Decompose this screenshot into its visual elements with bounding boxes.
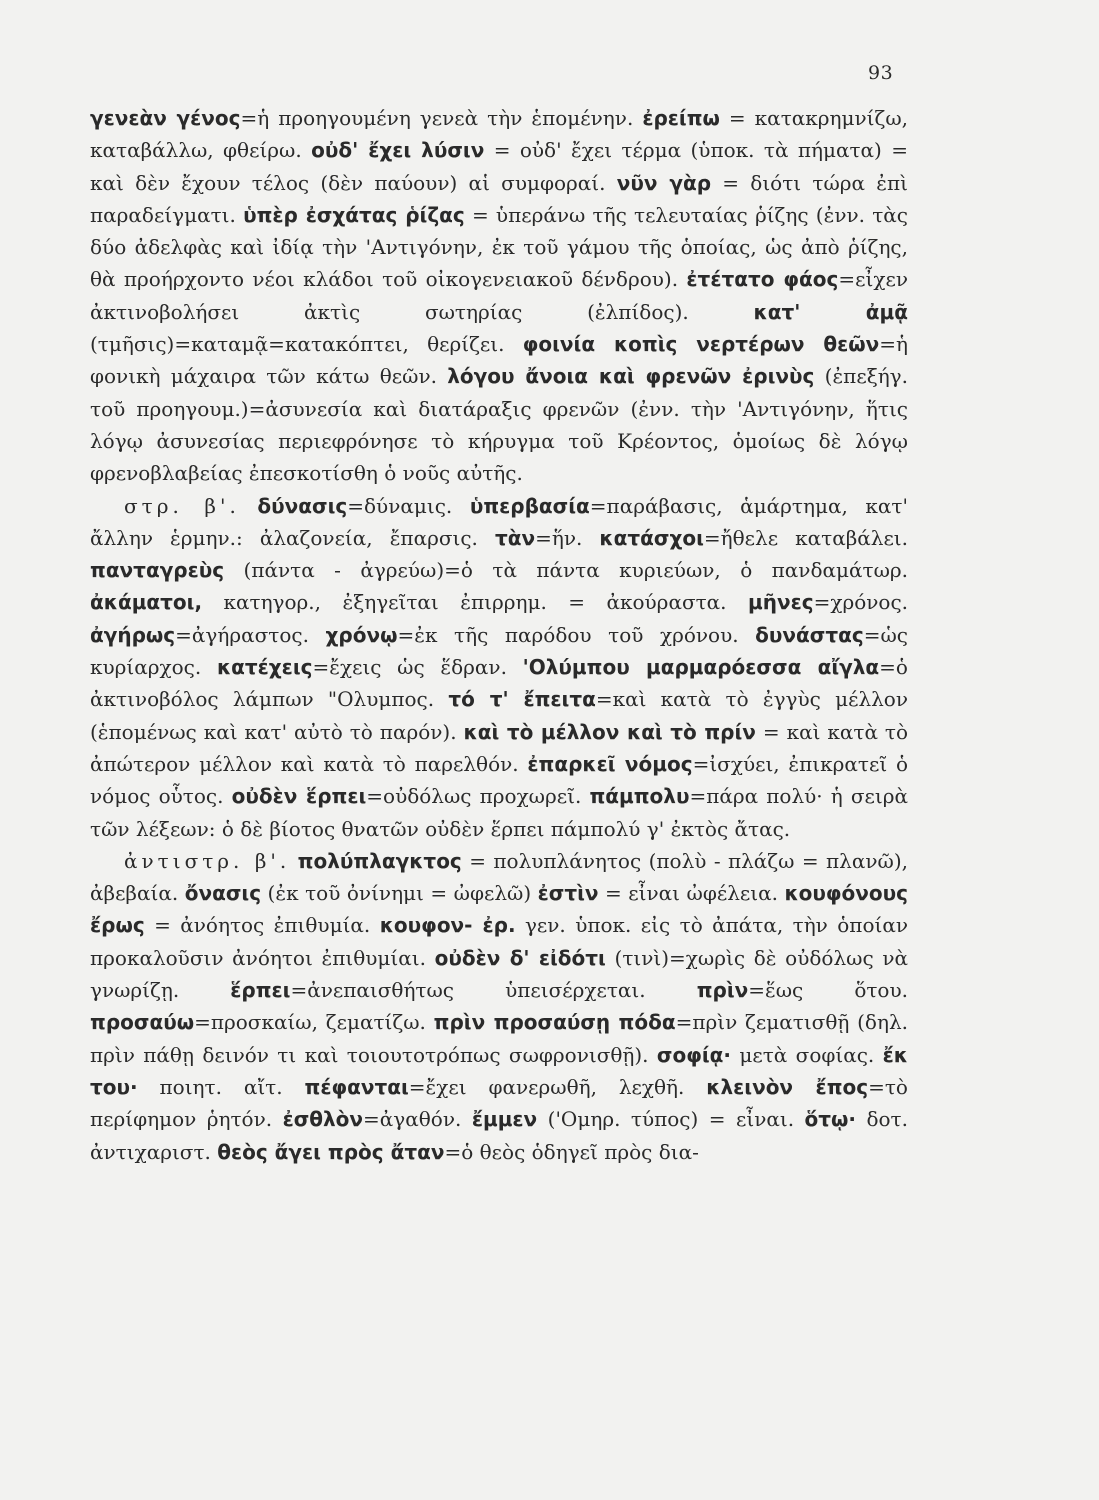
headword: δυνάστας xyxy=(755,622,864,647)
gloss-text: κατηγορ., ἐξηγεῖται ἐπιρρημ. = ἀκούραστα. xyxy=(202,590,748,615)
headword: ἐπαρκεῖ νόμος xyxy=(527,751,693,776)
gloss-text: =χρόνος. xyxy=(813,590,908,615)
headword: γενεὰν γένος xyxy=(90,106,241,130)
headword: χρόνῳ xyxy=(325,622,398,647)
headword: κατέχεις xyxy=(216,655,313,680)
gloss-text: =ἔχει φανερωθῆ, λεχθῆ. xyxy=(408,1074,707,1099)
gloss-text: ποιητ. αἴτ. xyxy=(137,1074,305,1099)
headword: κουφον- ἐρ. xyxy=(379,913,516,938)
gloss-text: =ἐκ τῆς παρόδου τοῦ χρόνου. xyxy=(397,622,756,647)
headword: ἀκάματοι, xyxy=(90,590,203,615)
gloss-text: (τινὶ)=χωρὶς δὲ οὐδόλως νὰ γνωρίζῃ. xyxy=(90,945,908,1003)
gloss-text: =ἤθελε καταβάλει. xyxy=(703,525,909,550)
gloss-text: δοτ. ἀντιχαριστ. xyxy=(90,1107,908,1164)
headword: πρὶν προσαύσῃ πόδα xyxy=(433,1010,676,1035)
gloss-text: = διότι τώρα ἐπὶ παραδείγματι. xyxy=(90,170,908,227)
headword: νῦν γὰρ xyxy=(616,170,712,195)
gloss-text: =καὶ κατὰ τὸ ἐγγὺς μέλλον (ἑπομένως καὶ κατ' αὐτὸ τὸ παρόν). xyxy=(90,687,909,744)
headword: ἔκ του· xyxy=(90,1042,908,1099)
headword: πανταγρεὺς xyxy=(90,558,225,583)
headword: σοφίᾳ· xyxy=(656,1042,731,1067)
gloss-text: =ἡ φονικὴ μάχαιρα τῶν κάτω θεῶν. xyxy=(90,332,909,389)
gloss-text: = εἶναι ὠφέλεια. xyxy=(598,881,785,906)
headword: πολύπλαγκτος xyxy=(297,848,462,873)
gloss-text: (τμῆσις)=καταμᾷ=κατακόπτει, θερίζει. xyxy=(90,332,523,357)
headword: κουφόνους ἔρως xyxy=(90,881,909,938)
headword: φοινία κοπὶς νερτέρων θεῶν xyxy=(522,332,880,357)
headword: ἀγήρως xyxy=(90,622,176,647)
gloss-text: =οὐδόλως προχωρεῖ. xyxy=(366,784,590,809)
gloss-text: = κατακρημνίζω, καταβάλλω, φθείρω. xyxy=(90,106,909,163)
paragraph xyxy=(90,490,908,845)
headword: οὐδὲν δ' εἰδότι xyxy=(434,945,606,970)
gloss-text: (πάντα - ἀγρεύω)=ὁ τὰ πάντα κυριεύων, ὁ πανδαμάτωρ. xyxy=(224,558,908,583)
gloss-text: ('Ομηρ. τύπος) = εἶναι. xyxy=(537,1107,805,1132)
headword: ὅτῳ· xyxy=(804,1107,857,1132)
headword: ὄνασις xyxy=(184,881,262,906)
gloss-text: (ἐπεξήγ. τοῦ προηγουμ.)=ἀσυνεσία καὶ διατάραξις φρενῶν (ἐνν. τὴν 'Αντιγόνην, ἥτις λόγῳ ἀσυνεσίας περιεφρόνησε τὸ κήρυγμα τοῦ Κρέοντος, ὁμοίως δὲ λόγῳ φρενοβλαβείας ἐπεσκοτίσθη ὁ νοῦς αὐτῆς. xyxy=(90,364,908,486)
gloss-text: =ὁ ἀκτινοβόλος λάμπων "Ολυμπος. xyxy=(90,655,908,712)
headword: τὰν xyxy=(494,525,536,550)
gloss-text: =δύναμις. xyxy=(347,493,470,518)
headword: δύνασις xyxy=(257,493,348,518)
gloss-text: = καὶ κατὰ τὸ ἀπώτερον μέλλον καὶ κατὰ τὸ παρελθόν. xyxy=(90,719,909,776)
headword: θεὸς ἄγει πρὸς ἄταν xyxy=(217,1139,445,1164)
page-number: 93 xyxy=(868,62,894,84)
gloss-text: =ἰσχύει, ἐπικρατεῖ ὁ νόμος οὗτος. xyxy=(90,751,908,809)
headword: κατ' ἀμᾷ xyxy=(753,299,908,324)
headword: κατάσχοι xyxy=(599,525,704,550)
headword: ἐτέτατο φάος xyxy=(686,267,839,292)
gloss-text xyxy=(290,849,297,873)
headword: οὐδὲν ἕρπει xyxy=(231,784,367,809)
gloss-text: = οὐδ' ἔχει τέρμα (ὑποκ. τὰ πήματα) = καὶ δὲν ἔχουν τέλος (δὲν παύουν) αἱ συμφοραί. xyxy=(90,138,908,195)
gloss-text: γεν. ὑποκ. εἰς τὸ ἀπάτα, τὴν ὁποίαν προκαλοῦσιν ἀνόητοι ἐπιθυμίαι. xyxy=(90,913,908,970)
gloss-text: =ἀγήραστος. xyxy=(175,622,326,647)
gloss-text: =ὡς κυρίαρχος. xyxy=(90,622,908,680)
gloss-text: =εἶχεν ἀκτινοβολήσει ἀκτὶς σωτηρίας (ἐλπίδος). xyxy=(90,267,909,324)
gloss-text: =πάρα πολύ· ἡ σειρὰ τῶν λέξεων: ὁ δὲ βίοτος θνατῶν οὐδὲν ἕρπει πάμπολύ γ' ἐκτὸς ἄτας. xyxy=(90,784,908,841)
gloss-text: =τὸ περίφημον ῥητόν. xyxy=(90,1074,908,1132)
gloss-text: μετὰ σοφίας. xyxy=(731,1042,883,1067)
paragraph xyxy=(90,845,908,1168)
gloss-text xyxy=(240,494,258,518)
headword: οὐδ' ἔχει λύσιν xyxy=(311,138,485,163)
gloss-text: = ὑπεράνω τῆς τελευταίας ῥίζης (ἐνν. τὰς δύο ἀδελφὰς καὶ ἰδίᾳ τὴν 'Αντιγόνην, ἐκ τοῦ γάμου τῆς ὁποίας, ὡς ἀπὸ ῥίζης, θὰ προήρχοντο νέοι κλάδοι τοῦ οἰκογενειακοῦ δένδρου). xyxy=(90,202,908,292)
headword: ὑπερβασία xyxy=(469,493,590,518)
gloss-text: =πρὶν ζεματισθῇ (δηλ. πρὶν πάθῃ δεινόν τι καὶ τοιουτοτρόπως σωφρονισθῇ). xyxy=(90,1010,908,1067)
headword: ἕρπει xyxy=(230,978,291,1003)
headword: 'Ολύμπου μαρμαρόεσσα αἴγλα xyxy=(522,655,880,680)
gloss-text: =παράβασις, ἁμάρτημα, κατ' ἄλλην ἑρμην.: ἀλαζονεία, ἔπαρσις. xyxy=(90,493,908,550)
headword: πρὶν xyxy=(696,978,749,1003)
gloss-text: = πολυπλάνητος (πολὺ - πλάζω = πλανῶ), ἀβεβαία. xyxy=(90,848,908,906)
headword: μῆνες xyxy=(747,590,814,615)
headword: τό τ' ἔπειτα xyxy=(448,687,596,712)
gloss-text: =ἕως ὅτου. xyxy=(748,978,908,1003)
headword: ὑπὲρ ἐσχάτας ῥίζας xyxy=(243,202,465,227)
gloss-text: =προσκαίω, ζεματίζω. xyxy=(194,1010,434,1035)
gloss-text: =ἔχεις ὡς ἕδραν. xyxy=(312,655,523,680)
headword: ἔμμεν xyxy=(471,1107,538,1132)
paragraph xyxy=(90,102,908,490)
section-label: ἀντιστρ. β'. xyxy=(124,848,291,873)
headword: πέφανται xyxy=(304,1074,409,1099)
headword: κλεινὸν ἔπος xyxy=(706,1074,869,1099)
gloss-text: =ἀγαθόν. xyxy=(363,1107,472,1132)
headword: πάμπολυ xyxy=(589,784,690,809)
gloss-text: =ἡ προηγουμένη γενεὰ τὴν ἑπομένην. xyxy=(240,106,643,130)
headword: λόγου ἄνοια καὶ φρενῶν ἐρινὺς xyxy=(447,364,815,389)
gloss-text: =ὁ θεὸς ὁδηγεῖ πρὸς δια- xyxy=(444,1139,699,1164)
gloss-text: =ἥν. xyxy=(535,525,600,550)
headword: καὶ τὸ μέλλον καὶ τὸ πρίν xyxy=(463,719,756,744)
headword: ἐσθλὸν xyxy=(282,1107,364,1132)
gloss-text: (ἐκ τοῦ ὀνίνημι = ὠφελῶ) xyxy=(261,881,538,906)
gloss-text: = ἀνόητος ἐπιθυμία. xyxy=(144,913,380,938)
section-label: στρ. β'. xyxy=(124,493,240,518)
headword: ἐστὶν xyxy=(537,881,599,906)
page-body xyxy=(90,102,908,1168)
gloss-text: =ἀνεπαισθήτως ὑπεισέρχεται. xyxy=(290,978,697,1003)
headword: ἐρείπω xyxy=(642,106,720,130)
headword: προσαύω xyxy=(90,1010,195,1035)
